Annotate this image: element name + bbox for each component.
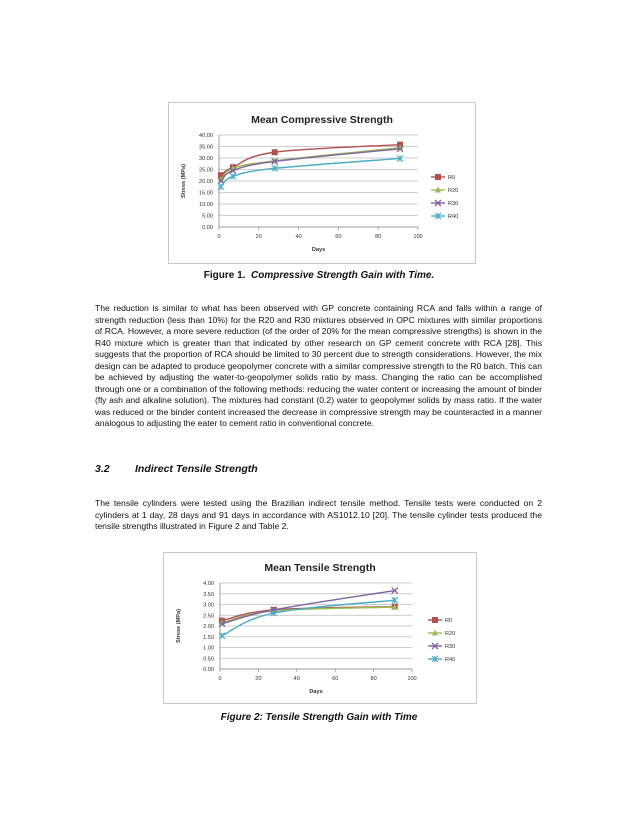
legend-entry-r30 [428,643,455,650]
y-axis-label: Stress (MPa) [181,164,187,198]
x-axis-label: Days [311,247,326,253]
y-tick-label: 30.00 [199,156,213,162]
y-tick-label: 3.00 [203,602,214,609]
y-tick-label: 3.50 [203,591,214,598]
legend-entry-r30 [431,200,458,207]
y-tick-label: 15.00 [199,190,213,197]
legend-label: R30 [448,201,459,207]
y-tick-label: 35.00 [199,144,213,151]
y-tick-label: 2.00 [203,624,214,630]
legend-label: R0 [448,175,456,181]
chart-title: Mean Compressive Strength [251,114,393,126]
y-tick-label: 0.50 [203,656,214,663]
figure-1-label: Figure 1. [203,270,246,281]
figure-1-caption [0,270,638,281]
y-tick-label: 20.00 [199,179,213,185]
x-tick-label: 80 [375,234,382,240]
x-tick-label: 40 [295,234,302,240]
section-heading [95,463,258,475]
legend-label: R30 [445,644,456,650]
chart-title: Mean Tensile Strength [264,562,376,574]
y-tick-label: 0.00 [202,225,213,231]
body-paragraph-2: The tensile cylinders were tested using the Brazilian indirect tensile method. Tensile tests were conducted on 2 cylinders at 1 day, 28 days and 91 days in accordance with AS1012.10 [20]. The tensile cylinder tests produced the tensile strengths illustrated in Figure 2 and Table 2. [95,498,542,531]
legend-label: R20 [445,631,456,637]
x-tick-label: 60 [332,676,339,682]
legend-label: R20 [448,188,459,194]
y-axis-label: Stress (MPa) [176,609,182,643]
chart-svg [169,103,475,263]
legend-marker [435,174,441,180]
series-line-r40 [222,600,395,635]
x-tick-label: 0 [218,676,222,682]
compressive-strength-chart [168,102,476,264]
x-tick-label: 20 [255,676,262,682]
series-line-r20 [221,148,400,180]
y-tick-label: 1.50 [203,634,214,641]
y-tick-label: 40.00 [199,133,213,139]
legend-marker [432,617,438,623]
y-tick-label: 10.00 [199,202,213,208]
legend-entry-r20 [428,630,455,638]
legend-entry-r0 [428,617,452,624]
figure-2-caption: Figure 2: Tensile Strength Gain with Time [220,712,418,723]
x-tick-label: 100 [413,234,423,240]
x-tick-label: 100 [407,676,417,682]
x-tick-label: 20 [255,234,262,240]
legend-entry-r40 [431,213,458,220]
series-line-r40 [221,158,400,186]
legend-label: R40 [445,657,456,663]
y-tick-label: 4.00 [203,581,214,587]
x-tick-label: 0 [217,234,221,240]
x-tick-label: 60 [335,234,342,240]
legend-entry-r0 [431,174,455,181]
data-point-r0 [272,149,278,155]
section-number: 3.2 [95,463,110,475]
y-tick-label: 2.50 [203,613,214,620]
section-title: Indirect Tensile Strength [135,463,258,475]
chart-svg [164,553,476,703]
x-tick-label: 40 [293,676,300,682]
body-paragraph-1: The reduction is similar to what has been observed with GP concrete containing RCA and falls within a range of strength reduction (less than 10%) for the R20 and R30 mixtures observed in OPC mixtures with similar proportions of RCA. However, a more severe reduction (of the order of 20% for the mean compressive strengths) is shown in the R40 mixture which is greater than that indicated by other research on GP cement concrete with RCA [28]. This suggests that the proportion of RCA should be limited to 30 percent due to strength considerations. However, the mix design can be adapted to produce geopolymer concrete with a similar compressive strength to the R0 batch. This can be achieved by adjusting the water-to-geopolymer solids ratio by mass. Changing the ratio can be accomplished through one or a combination of the following methods: reducing the water content or increasing the amount of binder (fly ash and alkaline solution). The mixtures had constant (0.2) water to geopolymer solids by mass ratio. If the water was reduced or the binder content increased the decrease in compressive strength may be counteracted in a manner analogous to adjusting the eater to cement ratio in conventional concrete. [95,303,542,428]
y-tick-label: 25.00 [199,167,213,174]
legend-label: R0 [445,618,453,624]
tensile-strength-chart [163,552,477,704]
legend-entry-r40 [428,656,455,663]
y-tick-label: 5.00 [202,213,213,220]
x-tick-label: 80 [370,676,377,682]
legend-entry-r20 [431,187,458,195]
y-tick-label: 0.00 [203,667,214,673]
y-tick-label: 1.00 [203,645,214,652]
x-axis-label: Days [309,689,323,695]
legend-label: R40 [448,214,459,220]
figure-1-text: Compressive Strength Gain with Time. [251,270,435,281]
